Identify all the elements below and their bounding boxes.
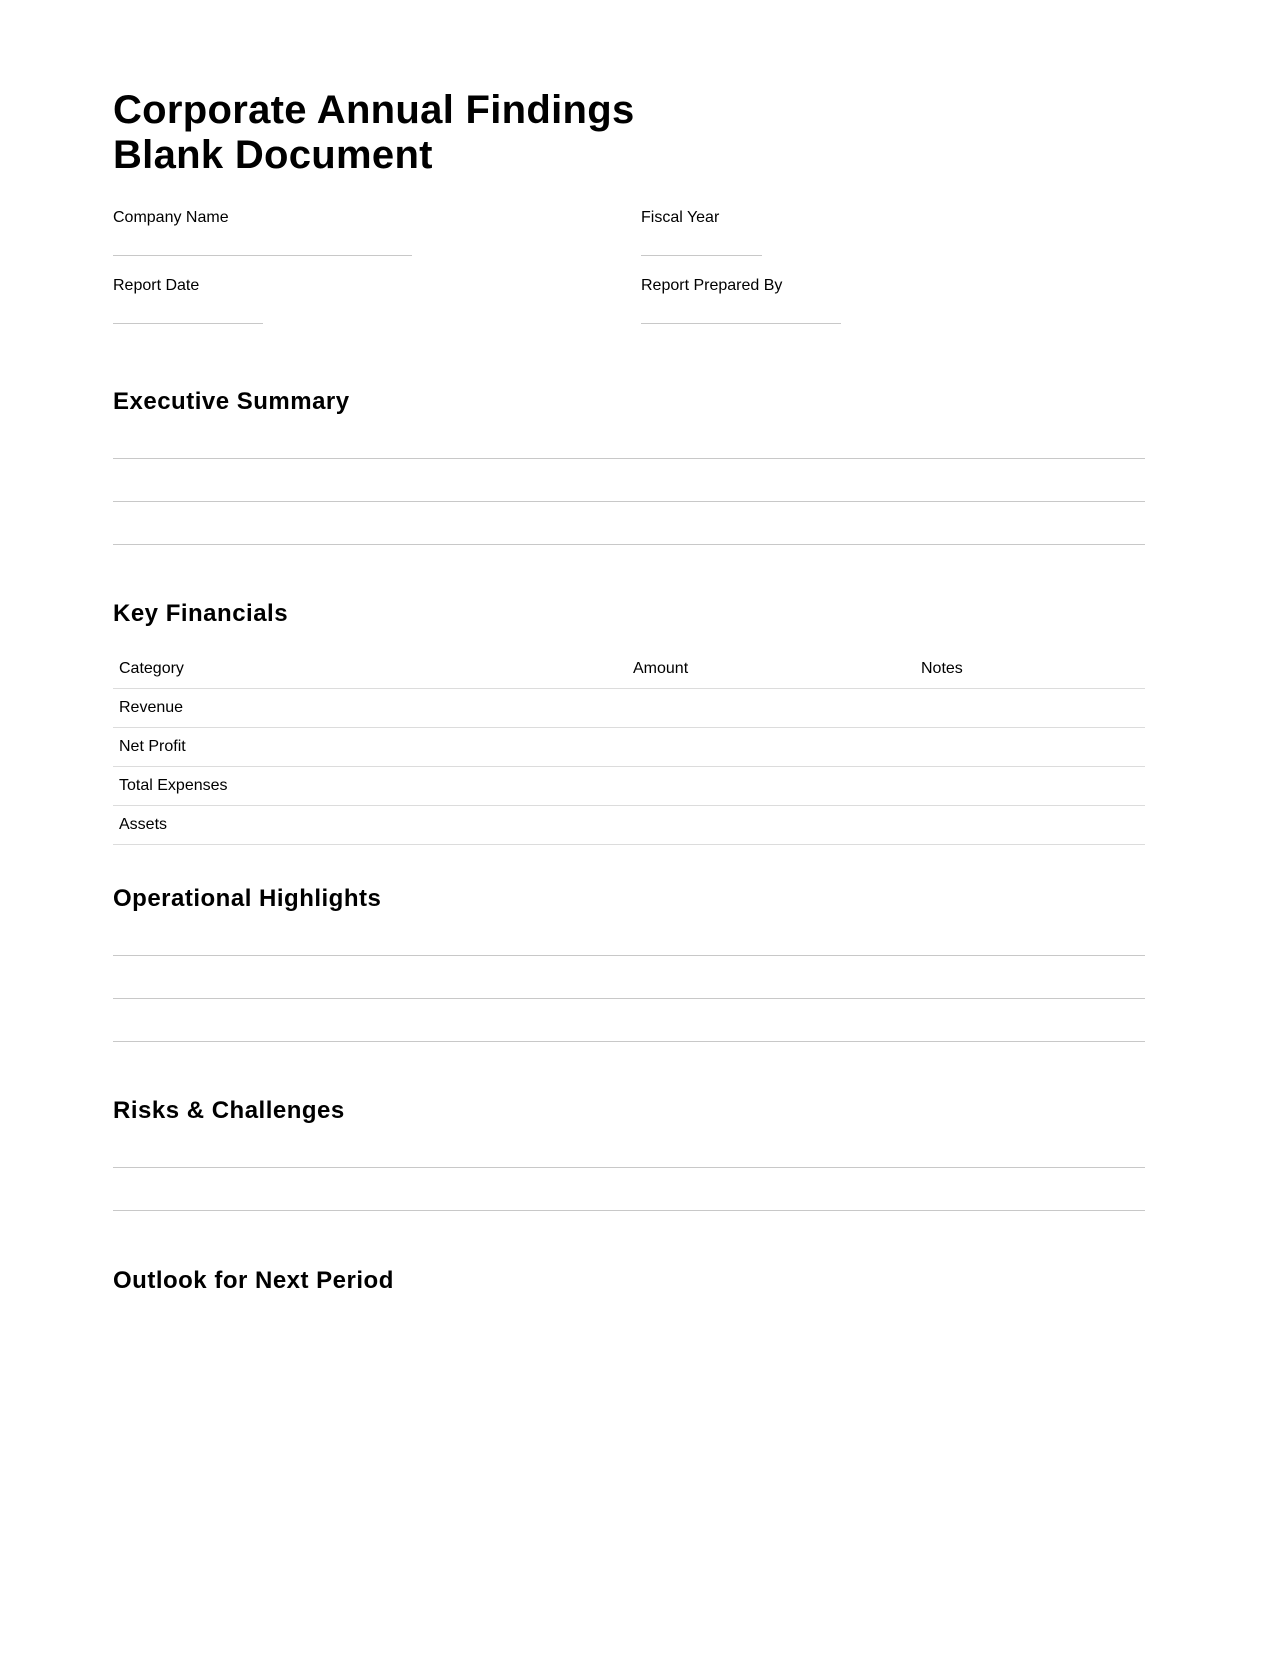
table-row	[113, 728, 1145, 767]
notes-cell[interactable]	[915, 806, 1145, 845]
document-page	[113, 88, 1145, 1294]
financials-table	[113, 650, 1145, 845]
column-header-category: Category	[113, 650, 627, 689]
write-line[interactable]	[113, 418, 1145, 459]
report-prepared-by-blank[interactable]	[641, 323, 841, 324]
report-date-label: Report Date	[113, 277, 200, 294]
outlook-section	[113, 1267, 1145, 1295]
write-line[interactable]	[113, 1125, 1145, 1168]
fiscal-year-blank[interactable]	[641, 255, 762, 256]
category-cell: Total Expenses	[113, 767, 627, 806]
outlook-heading: Outlook for Next Period	[113, 1267, 394, 1294]
notes-cell[interactable]	[915, 767, 1145, 806]
key-financials-heading: Key Financials	[113, 600, 289, 627]
risks-challenges-lines	[113, 1125, 1145, 1211]
document-title-line2: Blank Document	[113, 133, 433, 177]
executive-summary-lines	[113, 418, 1145, 545]
column-header-notes: Notes	[915, 650, 1145, 689]
column-header-amount: Amount	[627, 650, 915, 689]
table-row	[113, 689, 1145, 728]
document-title	[113, 88, 1145, 178]
write-line[interactable]	[113, 459, 1145, 502]
company-name-label: Company Name	[113, 209, 229, 226]
table-header-row	[113, 650, 1145, 689]
amount-cell[interactable]	[627, 806, 915, 845]
report-prepared-by-field[interactable]	[641, 276, 841, 324]
risks-challenges-section	[113, 1097, 1145, 1211]
write-line[interactable]	[113, 999, 1145, 1042]
table-row	[113, 767, 1145, 806]
write-line[interactable]	[113, 913, 1145, 956]
notes-cell[interactable]	[915, 728, 1145, 767]
category-cell: Assets	[113, 806, 627, 845]
category-cell: Revenue	[113, 689, 627, 728]
key-financials-section	[113, 600, 1145, 845]
amount-cell[interactable]	[627, 728, 915, 767]
notes-cell[interactable]	[915, 689, 1145, 728]
executive-summary-section	[113, 388, 1145, 545]
fiscal-year-label: Fiscal Year	[641, 209, 720, 226]
company-name-blank[interactable]	[113, 255, 412, 256]
amount-cell[interactable]	[627, 767, 915, 806]
executive-summary-heading: Executive Summary	[113, 388, 350, 415]
write-line[interactable]	[113, 1168, 1145, 1211]
operational-highlights-section	[113, 885, 1145, 1042]
amount-cell[interactable]	[627, 689, 915, 728]
operational-highlights-lines	[113, 913, 1145, 1042]
fiscal-year-field[interactable]	[641, 208, 762, 256]
table-row	[113, 806, 1145, 845]
write-line[interactable]	[113, 502, 1145, 545]
report-prepared-by-label: Report Prepared By	[641, 277, 783, 294]
risks-challenges-heading: Risks & Challenges	[113, 1097, 345, 1124]
report-date-field[interactable]	[113, 276, 263, 324]
write-line[interactable]	[113, 956, 1145, 999]
report-date-blank[interactable]	[113, 323, 263, 324]
category-cell: Net Profit	[113, 728, 627, 767]
company-name-field[interactable]	[113, 208, 412, 256]
document-title-line1: Corporate Annual Findings	[113, 88, 635, 132]
operational-highlights-heading: Operational Highlights	[113, 885, 382, 912]
header-fields	[113, 208, 1145, 358]
